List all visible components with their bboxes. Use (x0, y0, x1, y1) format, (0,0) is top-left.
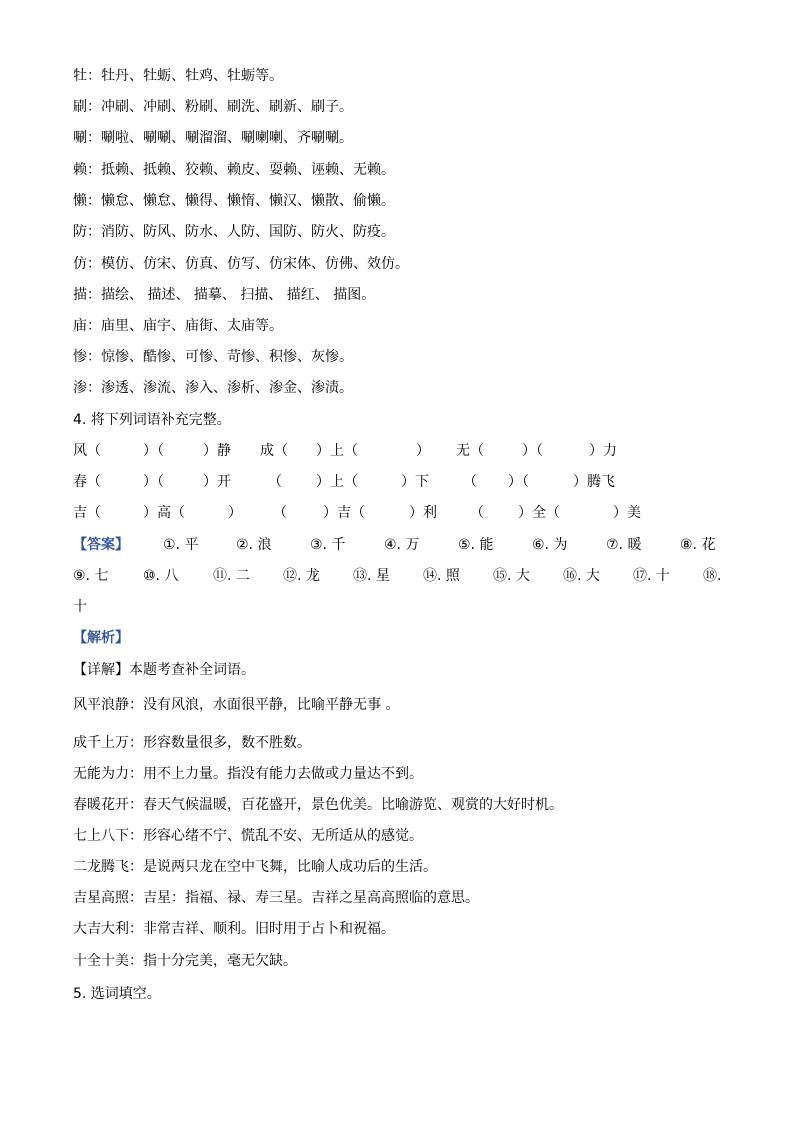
fill-segment: ）（ (143, 443, 164, 459)
fill-segment: 成（ (260, 443, 288, 459)
answer-item: ⑧. 花 (680, 537, 716, 553)
word-line: 渗：渗透、渗流、渗入、渗析、渗金、渗渍。 (73, 380, 353, 396)
fill-segment: ）（ (508, 474, 529, 490)
answer-item: ⑱. (703, 568, 722, 584)
explanation-line: 大吉大利：非常吉祥、顺利。旧时用于占卜和祝福。 (73, 921, 395, 937)
fill-segment: ）开 (203, 474, 231, 490)
word-line: 描：描绘、 描述、 描摹、 扫描、 描红、 描图。 (73, 287, 376, 303)
explanation-line: 无能为力：用不上力量。指没有能力去做或力量达不到。 (73, 766, 423, 782)
question-4-title: 4. 将下列词语补充完整。 (73, 412, 231, 428)
fill-segment: ）（ (522, 443, 543, 459)
explanation-line: 二龙腾飞：是说两只龙在空中飞舞，比喻人成功后的生活。 (73, 859, 437, 875)
answer-item: ⑦. 暖 (606, 537, 642, 553)
word-line: 懒：懒怠、懒怠、懒得、懒惰、懒汉、懒散、偷懒。 (73, 193, 395, 209)
fill-segment: ）上（ (316, 443, 358, 459)
answer-item: ⑯. 大 (563, 568, 600, 584)
answer-item: ⑭. 照 (423, 568, 460, 584)
detail-line: 【详解】本题考查补全词语。 (73, 662, 255, 678)
fill-segment: ）美 (613, 505, 641, 521)
word-line: 赖：抵赖、抵赖、狡赖、赖皮、耍赖、诬赖、无赖。 (73, 162, 395, 178)
answer-item: ⑪. 二 (213, 568, 250, 584)
answer-item: ④. 万 (384, 537, 420, 553)
fill-segment: ）静 (203, 443, 231, 459)
answer-item: ②. 浪 (236, 537, 272, 553)
word-line: 刷：冲刷、冲刷、粉刷、刷洗、刷新、刷子。 (73, 99, 353, 115)
fill-segment: ）全（ (518, 505, 560, 521)
fill-segment: ）利 (409, 505, 437, 521)
word-line: 牡：牡丹、牡蛎、牡鸡、牡蛎等。 (73, 68, 283, 84)
fill-segment: 风（ (73, 443, 101, 459)
word-line: 惨：惊惨、酷惨、可惨、苛惨、积惨、灰惨。 (73, 349, 353, 365)
answer-item: ①. 平 (163, 537, 199, 553)
explanation-line: 春暖花开：春天气候温暖，百花盛开，景色优美。比喻游览、观赏的大好时机。 (73, 797, 563, 813)
fill-segment: ）吉（ (323, 505, 365, 521)
answer-item: ⑫. 龙 (283, 568, 320, 584)
fill-segment: （ (470, 505, 484, 521)
word-line: 仿：模仿、仿宋、仿真、仿写、仿宋体、仿佛、效仿。 (73, 256, 409, 272)
fill-segment: ）下 (401, 474, 429, 490)
fill-segment: 春（ (73, 474, 101, 490)
word-line: 庙：庙里、庙宇、庙街、太庙等。 (73, 318, 283, 334)
explanation-line: 成千上万：形容数量很多，数不胜数。 (73, 735, 311, 751)
answer-item: ⑬. 星 (353, 568, 390, 584)
fill-segment: ）高（ (143, 505, 185, 521)
fill-segment: ）（ (143, 474, 164, 490)
answer-item: ⑩. 八 (143, 568, 179, 584)
word-line: 唰：唰啦、唰唰、唰溜溜、唰喇喇、齐唰唰。 (73, 130, 353, 146)
fill-segment: ）腾飞 (573, 474, 615, 490)
word-line: 防：消防、防风、防水、人防、国防、防火、防疫。 (73, 224, 395, 240)
answer-item: ⑮. 大 (493, 568, 530, 584)
fill-segment: （ (268, 474, 282, 490)
fill-segment: ）上（ (316, 474, 358, 490)
question-5-title: 5. 选词填空。 (73, 986, 161, 1002)
fill-segment: ） (228, 505, 242, 521)
fill-segment: 吉（ (73, 505, 101, 521)
answer-item: ⑥. 为 (532, 537, 568, 553)
explanation-line: 风平浪静：没有风浪，水面很平静，比喻平静无事 。 (73, 697, 400, 713)
fill-segment: 无（ (456, 443, 484, 459)
analysis-label: 【解析】 (73, 630, 129, 646)
fill-segment: （ (463, 474, 477, 490)
answer-item: 十 (73, 599, 87, 615)
explanation-line: 吉星高照：吉星：指福、禄、寿三星。吉祥之星高高照临的意思。 (73, 890, 479, 906)
fill-segment: （ (273, 505, 287, 521)
answer-label: 【答案】 (73, 537, 129, 553)
answer-item: ⑤. 能 (458, 537, 494, 553)
answer-item: ⑨. 七 (73, 568, 109, 584)
fill-segment: ） (416, 443, 430, 459)
explanation-line: 七上八下：形容心绪不宁、慌乱不安、无所适从的感觉。 (73, 828, 423, 844)
explanation-line: 十全十美：指十分完美，毫无欠缺。 (73, 953, 297, 969)
fill-segment: ）力 (589, 443, 617, 459)
answer-item: ③. 千 (310, 537, 346, 553)
answer-item: ⑰. 十 (633, 568, 670, 584)
